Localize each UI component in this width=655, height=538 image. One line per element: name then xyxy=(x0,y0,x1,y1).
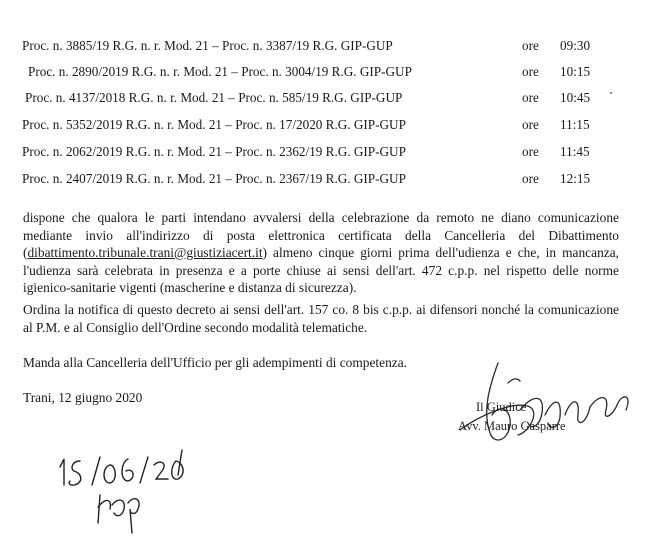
notification-paragraph: Ordina la notifica di questo decreto ai sensi dell'art. 157 co. 8 bis c.p.p. ai difensori nonché la comunicazione al P.M. e al Consiglio dell'Ordine secondo modalità telematiche. xyxy=(23,302,619,335)
hearing-time: 10:15 xyxy=(560,64,591,79)
proceeding-reference: Proc. n. 2407/2019 R.G. n. r. Mod. 21 – Proc. n. 2367/19 R.G. GIP-GUP xyxy=(22,171,406,186)
ore-label: ore xyxy=(522,38,539,53)
hearing-time: 11:15 xyxy=(560,117,590,132)
hearing-time: 10:45 xyxy=(560,90,591,105)
hearing-row xyxy=(0,117,655,137)
hearing-time: 12:15 xyxy=(560,171,591,186)
pec-email-link[interactable]: dibattimento.tribunale.trani@giustiziacert.it xyxy=(27,245,263,260)
ore-label: ore xyxy=(522,90,539,105)
handwritten-signature-icon xyxy=(420,355,650,465)
judge-signature-block xyxy=(420,355,650,465)
handwritten-date-annotation xyxy=(40,445,200,535)
ore-label: ore xyxy=(522,144,539,159)
hearing-time: 09:30 xyxy=(560,38,591,53)
ore-label: ore xyxy=(522,171,539,186)
proceeding-reference: Proc. n. 4137/2018 R.G. n. r. Mod. 21 – Proc. n. 585/19 R.G. GIP-GUP xyxy=(25,90,403,105)
paragraph-text: ) almeno cinque giorni prima dell'udienza e che, in mancanza, l'udienza sarà celebrata in presenza e a porte chiuse ai sensi dell'art. 472 c.p.p. nel rispetto delle norme igienico-sanitarie vigenti (mascherine e distanza di sicurezza). xyxy=(23,245,619,295)
place-date: Trani, 12 giugno 2020 xyxy=(23,390,143,405)
hearing-row xyxy=(0,144,655,164)
hearing-row xyxy=(0,90,655,110)
signature-name: Avv. Mauro Gasparre xyxy=(458,419,566,433)
signature-title: Il Giudice xyxy=(476,400,527,414)
ore-label: ore xyxy=(522,117,539,132)
proceeding-reference: Proc. n. 3885/19 R.G. n. r. Mod. 21 – Proc. n. 3387/19 R.G. GIP-GUP xyxy=(22,38,393,53)
proceeding-reference: Proc. n. 5352/2019 R.G. n. r. Mod. 21 – Proc. n. 17/2020 R.G. GIP-GUP xyxy=(22,117,406,132)
hearing-time: 11:45 xyxy=(560,144,590,159)
cancelleria-paragraph: Manda alla Cancelleria dell'Ufficio per gli adempimenti di competenza. xyxy=(23,355,408,370)
hearing-row xyxy=(0,171,655,191)
proceeding-reference: Proc. n. 2890/2019 R.G. n. r. Mod. 21 – Proc. n. 3004/19 R.G. GIP-GUP xyxy=(28,64,412,79)
scan-speck xyxy=(610,92,612,94)
hearing-row xyxy=(0,38,655,58)
proceeding-reference: Proc. n. 2062/2019 R.G. n. r. Mod. 21 – Proc. n. 2362/19 R.G. GIP-GUP xyxy=(22,144,406,159)
paragraph-text: dispone che qualora le parti intendano avvalersi della celebrazione da remoto ne diano comunicazione mediante invio all'indirizzo di posta elettronica certificata della Cancelleria del Dibattimento ( xyxy=(23,210,619,260)
ore-label: ore xyxy=(522,64,539,79)
remote-hearing-paragraph xyxy=(23,209,619,297)
hearing-row xyxy=(0,64,655,84)
